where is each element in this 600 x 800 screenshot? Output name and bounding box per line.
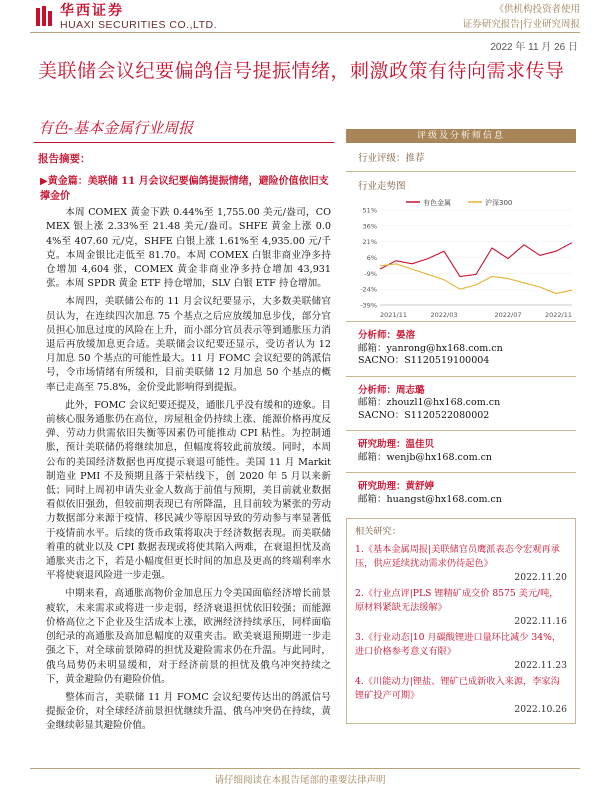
x-tick-label: 2021/11 <box>380 311 408 319</box>
y-tick-label: -39% <box>360 301 377 310</box>
y-tick-label: -24% <box>360 285 377 294</box>
summary-paragraph: 本周四，美联储公布的 11 月会议纪要显示，大多数美联储官员认为，在连续四次加息 75 个基点之后应放缓加息步伐，部分官员担心加息过度的风险在上升，而小部分官员表示等到通胀压力消退后再放缓加息更合适。美联储会议纪要还显示，受访者认为 12 月加息 50 个基点的可能性最大。11 月 FOMC 会议纪要的鸽派信号，令市场情绪有所缓和，目前美联储 12 月加息 50 个基点的概率已走高至 75.8%，金价受此影响得到提振。 <box>46 296 331 393</box>
report-title: 美联储会议纪要偏鸽信号提振情绪，刺激政策有待向需求传导 <box>38 60 565 82</box>
analyst-block <box>346 321 576 376</box>
gold-section-heading: ▶黄金篇：美联储 11 月会议纪要偏鸽提振情绪，避险价值依旧支撑金价 <box>40 176 329 203</box>
y-tick-label: 6% <box>366 254 377 262</box>
sidebar <box>346 129 576 724</box>
summary-label: 报告摘要： <box>38 153 91 165</box>
logo-mark-icon <box>34 6 54 28</box>
summary-paragraph: 中期来看，高通胀高物价金加息压力令美国面临经济增长前景疲软，未来需求或将进一步走弱，经济衰退担忧依旧较强；而能源价格高位之下企业及生活成本上涨，欧洲经济持续承压，同样面临创纪录的高通胀及高加息幅度的双重夹击。欧美衰退预期进一步走强之下，对全球前景障碍的担忧及避险需求仍在升温。与此同时，俄乌局势仍未明显缓和，对于经济前景的担忧及俄乌冲突持续之下，黄金避险仍有避险价值。 <box>46 588 331 685</box>
y-tick-label: 51% <box>362 206 377 215</box>
header-divider <box>30 32 580 33</box>
related-report-date: 2022.10.26 <box>514 704 567 715</box>
analyst-sac-number: SACNO：S1120522080002 <box>358 409 490 421</box>
series-line <box>380 243 572 277</box>
logo-chinese-name: 华西证券 <box>60 3 124 19</box>
sidebar-title: 评级及分析师信息 <box>346 129 576 143</box>
related-report-link[interactable]: 4.《川能动力|锂盐、锂矿已成新收入来源，李家沟锂矿投产可期》 <box>355 676 560 701</box>
x-tick-label: 2022/03 <box>430 311 458 319</box>
footer-divider <box>30 768 580 769</box>
related-report-date: 2022.11.23 <box>514 660 567 671</box>
analyst-email[interactable]: 邮箱：wenjb@hx168.com.cn <box>358 451 493 463</box>
analyst-name: 分析师：周志璐 <box>358 384 425 396</box>
analyst-name: 研究助理：温佳贝 <box>358 439 435 450</box>
summary-paragraph: 此外，FOMC 会议纪要还提及，通胀几乎没有缓和的迹象。目前核心服务通胀仍在高位，房屋租金仍持续上涨、能源价格再度反弹、劳动力供需依旧失衡等因素仍可能推动 CPI 粘性。为控制通胀，预计美联储仍将继续加息，但幅度将较此前放缓。同时，本周公布的美国经济数据也再度提示衰退可能性。美国 11 月 Markit 制造业 PMI 不及预期且落于荣枯线下，创 2020 年 5 月以来新低；同时上周初申请失业金人数高于前值与预期，美目前就业数据看似依旧强劲，但较前期表现已有所降温，且目前较为紧张的劳动力数据部分来源于疫情、移民减少等原因导致的劳动参与率显著低于疫情前水平。后续的货币政策将取决于经济数据表现。而美联储着重的就业以及 CPI 数据表现或将使其陷入两难，在衰退担忧及高通胀夹击之下，若是小幅度但更长时间的加息及更高的终端利率水平将使衰退风险进一步走强。 <box>46 399 331 582</box>
x-tick-label: 2022/11 <box>544 311 572 319</box>
summary-paragraph: 本周 COMEX 黄金下跌 0.44%至 1,755.00 美元/盎司，COMEX 银上涨 2.33%至 21.48 美元/盎司。SHFE 黄金上涨 0.04%至 407.60 元/克，SHFE 白银上涨 1.61%至 4,935.00 元/千克。本周金银比走低至 81.70。本周 COMEX 白银非商业净多持仓增加 4,604 张，COMEX 黄金非商业净多持仓增加 43,931 张。本周 SPDR 黄金 ETF 持仓增加，SLV 白银 ETF 持仓增加。 <box>46 207 331 290</box>
y-tick-label: 36% <box>362 222 377 231</box>
legend-label: 有色金属 <box>423 199 451 207</box>
analyst-sac-number: SACNO：S1120519100004 <box>358 355 490 366</box>
audience-note: 《供机构投资者使用 <box>494 4 580 15</box>
analyst-email[interactable]: 邮箱：zhouzl1@hx168.com.cn <box>358 397 501 408</box>
analyst-block <box>346 430 576 472</box>
company-logo <box>34 4 217 31</box>
related-report-link[interactable]: 3.《行业动态|10 月碳酸锂进口量环比减少 34%，进口价格参考意义有限》 <box>355 632 562 657</box>
related-research <box>346 518 576 724</box>
analyst-email[interactable]: 邮箱：yanrong@hx168.com.cn <box>358 342 503 354</box>
legend-label: 沪深300 <box>485 199 513 207</box>
report-type: 证券研究报告|行业研究周报 <box>462 19 580 30</box>
analyst-block <box>346 376 576 431</box>
subtitle-divider <box>34 142 334 143</box>
trend-chart-title: 行业走势图 <box>358 181 406 192</box>
summary-column <box>38 152 331 738</box>
related-title: 相关研究： <box>355 526 401 537</box>
analyst-name: 研究助理：黄舒婷 <box>358 481 435 492</box>
analyst-block <box>346 472 576 514</box>
industry-rating: 行业评级：推荐 <box>346 147 576 172</box>
report-date: 2022 年 11 月 26 日 <box>490 42 578 53</box>
trend-chart <box>346 196 576 321</box>
legal-notice: 请仔细阅读在本报告尾部的重要法律声明 <box>214 775 386 786</box>
x-tick-label: 2022/07 <box>494 311 522 319</box>
y-tick-label: 21% <box>362 238 377 247</box>
analyst-name: 分析师：晏溶 <box>358 330 416 341</box>
related-report-link[interactable]: 2.《行业点评|PLS 锂精矿成交价 8575 美元/吨，原材料紧缺无法缓解》 <box>355 588 559 613</box>
related-report-date: 2022.11.20 <box>514 572 567 583</box>
report-subtitle: 有色-基本金属行业周报 <box>38 119 194 137</box>
related-report-date: 2022.11.16 <box>514 616 567 627</box>
trend-chart-svg <box>346 196 576 321</box>
logo-english-name: HUAXI SECURITIES CO.,LTD. <box>60 19 217 31</box>
y-tick-label: -9% <box>364 269 377 278</box>
summary-paragraph: 整体而言，美联储 11 月 FOMC 会议纪要传达出的鸽派信号提振金价，对全球经济前景担忧继续升温、俄乌冲突仍在持续，黄金继续彰显其避险价值。 <box>46 691 331 732</box>
analyst-email[interactable]: 邮箱：huangst@hx168.com.cn <box>358 493 502 505</box>
related-report-link[interactable]: 1.《基本金属周报|美联储官员鹰派表态令宏观再承压，供应延续扰动需求仍待起色》 <box>355 544 560 569</box>
